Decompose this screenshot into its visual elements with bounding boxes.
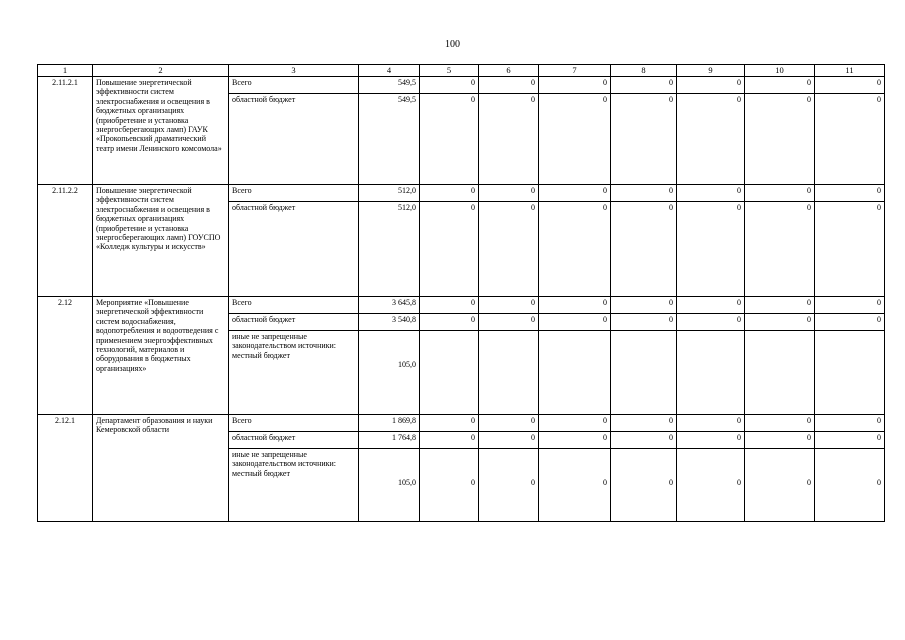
column-header: 1 bbox=[38, 65, 93, 77]
value-cell: 0 bbox=[539, 449, 611, 522]
value-cell: 0 bbox=[479, 94, 539, 185]
value-cell: 0 bbox=[677, 415, 745, 432]
value-cell: 0 bbox=[745, 449, 815, 522]
value-cell bbox=[420, 331, 479, 415]
value-cell: 0 bbox=[479, 415, 539, 432]
value-cell: 0 bbox=[479, 449, 539, 522]
value-cell: 0 bbox=[815, 432, 885, 449]
row-name: Мероприятие «Повышение энергетической эффективности систем водоснабжения, водопотребления и водоотведения с применением энергоэффективных технологий, материалов и оборудования в бюджетных организациях» bbox=[93, 297, 229, 415]
value-cell: 0 bbox=[420, 314, 479, 331]
value-cell: 0 bbox=[539, 202, 611, 297]
value-cell: 0 bbox=[539, 297, 611, 314]
value-cell: 0 bbox=[745, 314, 815, 331]
column-header: 10 bbox=[745, 65, 815, 77]
table-row bbox=[38, 297, 885, 314]
budget-table bbox=[37, 64, 885, 522]
value-cell: 0 bbox=[745, 432, 815, 449]
value-cell: 0 bbox=[745, 77, 815, 94]
funding-source: областной бюджет bbox=[229, 94, 359, 185]
value-cell: 0 bbox=[745, 415, 815, 432]
value-cell: 0 bbox=[677, 185, 745, 202]
value-cell: 0 bbox=[611, 185, 677, 202]
value-cell: 0 bbox=[815, 94, 885, 185]
value-cell: 549,5 bbox=[359, 94, 420, 185]
value-cell: 0 bbox=[815, 202, 885, 297]
value-cell bbox=[611, 331, 677, 415]
value-cell: 1 869,8 bbox=[359, 415, 420, 432]
column-header: 6 bbox=[479, 65, 539, 77]
value-cell: 0 bbox=[539, 314, 611, 331]
value-cell: 0 bbox=[420, 415, 479, 432]
value-cell: 0 bbox=[420, 185, 479, 202]
value-cell bbox=[677, 331, 745, 415]
funding-source: иные не запрещенные законодательством источники: местный бюджет bbox=[229, 449, 359, 522]
value-cell: 0 bbox=[420, 77, 479, 94]
page-number: 100 bbox=[445, 39, 460, 50]
value-cell: 0 bbox=[745, 202, 815, 297]
funding-source: Всего bbox=[229, 297, 359, 314]
value-cell bbox=[745, 331, 815, 415]
value-cell: 105,0 bbox=[359, 331, 420, 415]
value-cell bbox=[815, 331, 885, 415]
row-code: 2.12.1 bbox=[38, 415, 93, 522]
value-cell: 0 bbox=[539, 415, 611, 432]
funding-source: областной бюджет bbox=[229, 314, 359, 331]
column-header: 7 bbox=[539, 65, 611, 77]
column-header: 5 bbox=[420, 65, 479, 77]
value-cell: 0 bbox=[611, 432, 677, 449]
funding-source: иные не запрещенные законодательством источники: местный бюджет bbox=[229, 331, 359, 415]
value-cell: 512,0 bbox=[359, 185, 420, 202]
value-cell: 0 bbox=[539, 94, 611, 185]
value-cell bbox=[479, 331, 539, 415]
value-cell: 0 bbox=[815, 449, 885, 522]
value-cell: 0 bbox=[479, 297, 539, 314]
value-cell: 0 bbox=[539, 77, 611, 94]
funding-source: Всего bbox=[229, 77, 359, 94]
value-cell: 0 bbox=[611, 297, 677, 314]
value-cell: 0 bbox=[539, 185, 611, 202]
value-cell: 0 bbox=[479, 185, 539, 202]
value-cell: 0 bbox=[611, 77, 677, 94]
value-cell: 0 bbox=[479, 202, 539, 297]
value-cell: 0 bbox=[479, 77, 539, 94]
value-cell: 0 bbox=[420, 94, 479, 185]
value-cell: 0 bbox=[815, 297, 885, 314]
column-header: 8 bbox=[611, 65, 677, 77]
value-cell: 0 bbox=[611, 94, 677, 185]
funding-source: областной бюджет bbox=[229, 432, 359, 449]
column-header: 9 bbox=[677, 65, 745, 77]
funding-source: Всего bbox=[229, 415, 359, 432]
value-cell: 0 bbox=[745, 297, 815, 314]
table-row bbox=[38, 415, 885, 432]
value-cell: 0 bbox=[677, 77, 745, 94]
value-cell: 0 bbox=[611, 449, 677, 522]
funding-source: Всего bbox=[229, 185, 359, 202]
value-cell: 0 bbox=[420, 202, 479, 297]
value-cell: 0 bbox=[677, 432, 745, 449]
table-body bbox=[38, 77, 885, 522]
table-row bbox=[38, 185, 885, 202]
value-cell: 0 bbox=[420, 432, 479, 449]
row-name: Департамент образования и науки Кемеровской области bbox=[93, 415, 229, 522]
value-cell: 3 540,8 bbox=[359, 314, 420, 331]
value-cell: 0 bbox=[479, 432, 539, 449]
value-cell bbox=[539, 331, 611, 415]
value-cell: 0 bbox=[677, 202, 745, 297]
value-cell: 1 764,8 bbox=[359, 432, 420, 449]
value-cell: 0 bbox=[479, 314, 539, 331]
value-cell: 0 bbox=[677, 449, 745, 522]
value-cell: 0 bbox=[420, 297, 479, 314]
funding-source: областной бюджет bbox=[229, 202, 359, 297]
row-code: 2.11.2.2 bbox=[38, 185, 93, 297]
column-header: 11 bbox=[815, 65, 885, 77]
value-cell: 0 bbox=[420, 449, 479, 522]
column-header: 4 bbox=[359, 65, 420, 77]
row-code: 2.12 bbox=[38, 297, 93, 415]
value-cell: 0 bbox=[611, 202, 677, 297]
value-cell: 3 645,8 bbox=[359, 297, 420, 314]
value-cell: 0 bbox=[815, 77, 885, 94]
value-cell: 0 bbox=[745, 185, 815, 202]
table-row bbox=[38, 77, 885, 94]
column-header: 2 bbox=[93, 65, 229, 77]
row-name: Повышение энергетической эффективности систем электроснабжения и освещения в бюджетных организациях (приобретение и установка энергосберегающих ламп) ГОУСПО «Колледж культуры и искусств» bbox=[93, 185, 229, 297]
row-name: Повышение энергетической эффективности систем электроснабжения и освещения в бюджетных организациях (приобретение и установка энергосберегающих ламп) ГАУК «Прокопьевский драматический театр имени Ленинского комсомола» bbox=[93, 77, 229, 185]
value-cell: 0 bbox=[611, 415, 677, 432]
table-header bbox=[38, 65, 885, 77]
value-cell: 512,0 bbox=[359, 202, 420, 297]
value-cell: 0 bbox=[677, 314, 745, 331]
column-header: 3 bbox=[229, 65, 359, 77]
value-cell: 0 bbox=[815, 314, 885, 331]
value-cell: 0 bbox=[745, 94, 815, 185]
value-cell: 0 bbox=[815, 415, 885, 432]
value-cell: 0 bbox=[677, 297, 745, 314]
value-cell: 0 bbox=[677, 94, 745, 185]
value-cell: 549,5 bbox=[359, 77, 420, 94]
row-code: 2.11.2.1 bbox=[38, 77, 93, 185]
value-cell: 105,0 bbox=[359, 449, 420, 522]
value-cell: 0 bbox=[815, 185, 885, 202]
value-cell: 0 bbox=[611, 314, 677, 331]
value-cell: 0 bbox=[539, 432, 611, 449]
